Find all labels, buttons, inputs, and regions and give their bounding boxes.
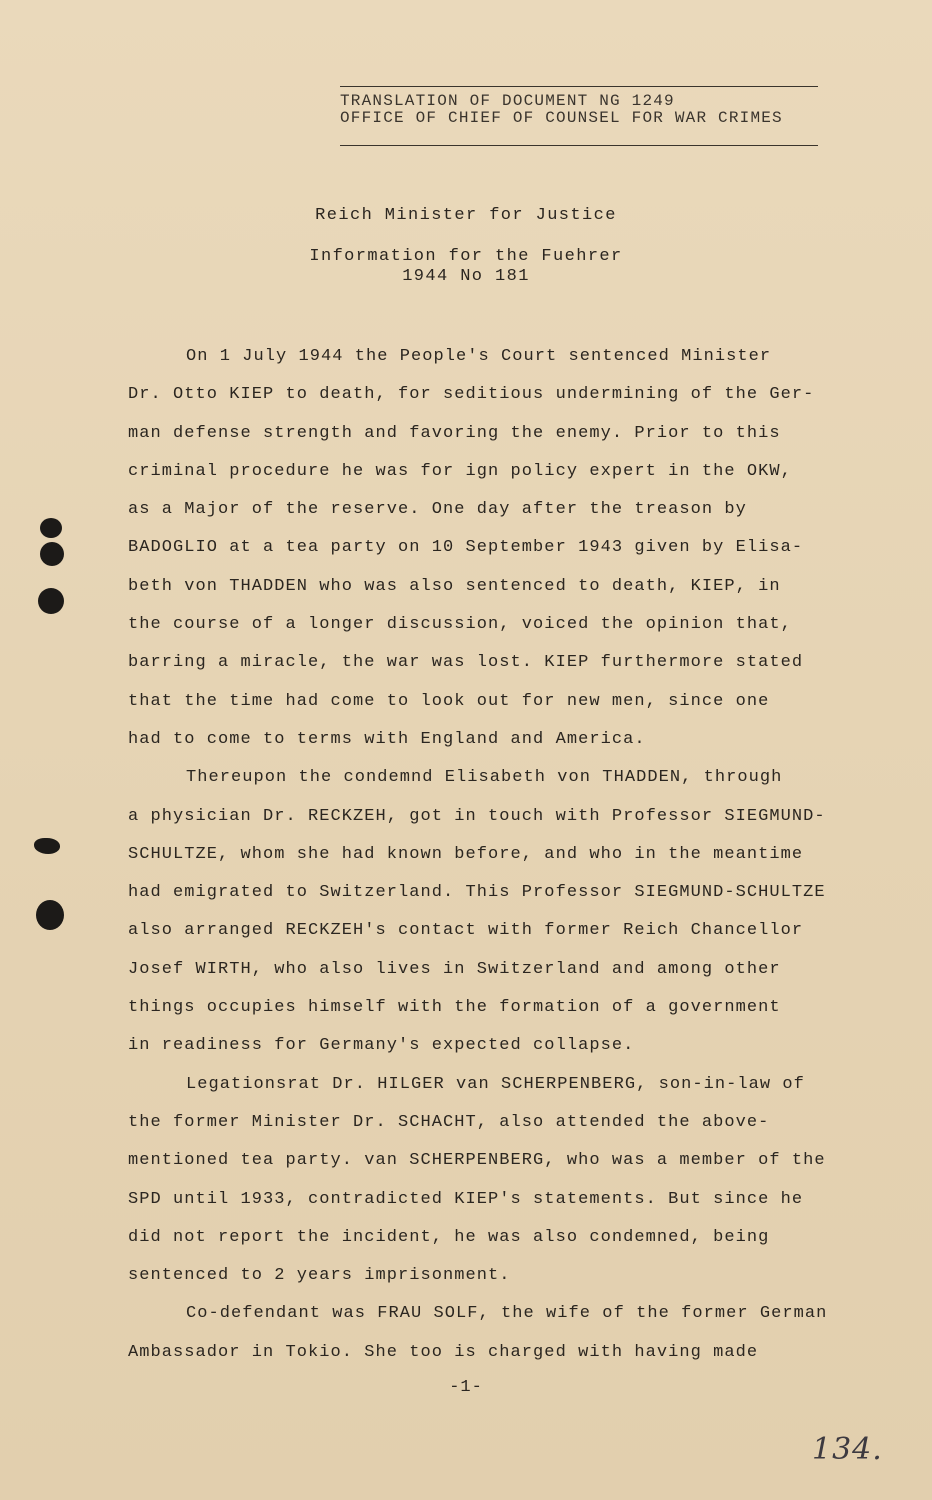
body-line: the former Minister Dr. SCHACHT, also attended the above- bbox=[128, 1112, 770, 1132]
body-line: Josef WIRTH, who also lives in Switzerland and among other bbox=[128, 959, 781, 979]
body-line: did not report the incident, he was also condemned, being bbox=[128, 1227, 770, 1247]
body-line: man defense strength and favoring the enemy. Prior to this bbox=[128, 423, 781, 443]
body-line: had to come to terms with England and America. bbox=[128, 729, 646, 749]
body-line: barring a miracle, the war was lost. KIEP furthermore stated bbox=[128, 653, 804, 673]
body-line: the course of a longer discussion, voiced the opinion that, bbox=[128, 615, 792, 635]
header-line-1: TRANSLATION OF DOCUMENT NG 1249 bbox=[340, 92, 675, 110]
body-line: beth von THADDEN who was also sentenced to death, KIEP, in bbox=[128, 576, 781, 596]
body-line: Co-defendant was FRAU SOLF, the wife of the former German bbox=[186, 1304, 828, 1324]
page-number: -1- bbox=[449, 1378, 483, 1397]
body-line: in readiness for Germany's expected collapse. bbox=[128, 1036, 635, 1056]
body-line: BADOGLIO at a tea party on 10 September 1943 given by Elisa- bbox=[128, 538, 804, 558]
header-rule-top bbox=[340, 86, 818, 87]
body-line: as a Major of the reserve. One day after the treason by bbox=[128, 500, 747, 520]
title-line-1: Reich Minister for Justice bbox=[315, 206, 617, 225]
header-rule-bottom bbox=[340, 145, 818, 146]
body-line: On 1 July 1944 the People's Court sentenced Minister bbox=[186, 347, 772, 366]
body-line: Ambassador in Tokio. She too is charged with having made bbox=[128, 1342, 759, 1362]
document-header bbox=[340, 86, 818, 146]
punch-hole bbox=[40, 518, 62, 538]
body-line: that the time had come to look out for new men, since one bbox=[128, 691, 770, 711]
body-line: SPD until 1933, contradicted KIEP's statements. But since he bbox=[128, 1189, 804, 1209]
handwritten-page-note: 134. bbox=[812, 1432, 883, 1467]
body-line: mentioned tea party. van SCHERPENBERG, who was a member of the bbox=[128, 1151, 826, 1171]
header-line-2: OFFICE OF CHIEF OF COUNSEL FOR WAR CRIMES bbox=[340, 109, 783, 127]
punch-hole bbox=[40, 542, 64, 566]
body-line: Dr. Otto KIEP to death, for seditious undermining of the Ger- bbox=[128, 385, 815, 405]
body-line: sentenced to 2 years imprisonment. bbox=[128, 1266, 511, 1286]
body-line: also arranged RECKZEH's contact with former Reich Chancellor bbox=[128, 921, 804, 941]
title-line-3: 1944 No 181 bbox=[402, 267, 530, 286]
punch-hole bbox=[38, 588, 64, 614]
document-body bbox=[128, 338, 848, 1372]
body-line: had emigrated to Switzerland. This Professor SIEGMUND-SCHULTZE bbox=[128, 883, 826, 903]
body-line: SCHULTZE, whom she had known before, and who in the meantime bbox=[128, 844, 804, 864]
body-line: criminal procedure he was for ign policy expert in the OKW, bbox=[128, 461, 792, 481]
punch-hole bbox=[34, 838, 60, 854]
punch-hole bbox=[36, 900, 64, 930]
body-line: things occupies himself with the formation of a government bbox=[128, 998, 781, 1018]
body-line: a physician Dr. RECKZEH, got in touch with Professor SIEGMUND- bbox=[128, 806, 826, 826]
body-line: Legationsrat Dr. HILGER van SCHERPENBERG, son-in-law of bbox=[186, 1074, 805, 1094]
body-line: Thereupon the condemnd Elisabeth von THADDEN, through bbox=[186, 768, 783, 788]
title-line-2: Information for the Fuehrer bbox=[309, 247, 623, 266]
